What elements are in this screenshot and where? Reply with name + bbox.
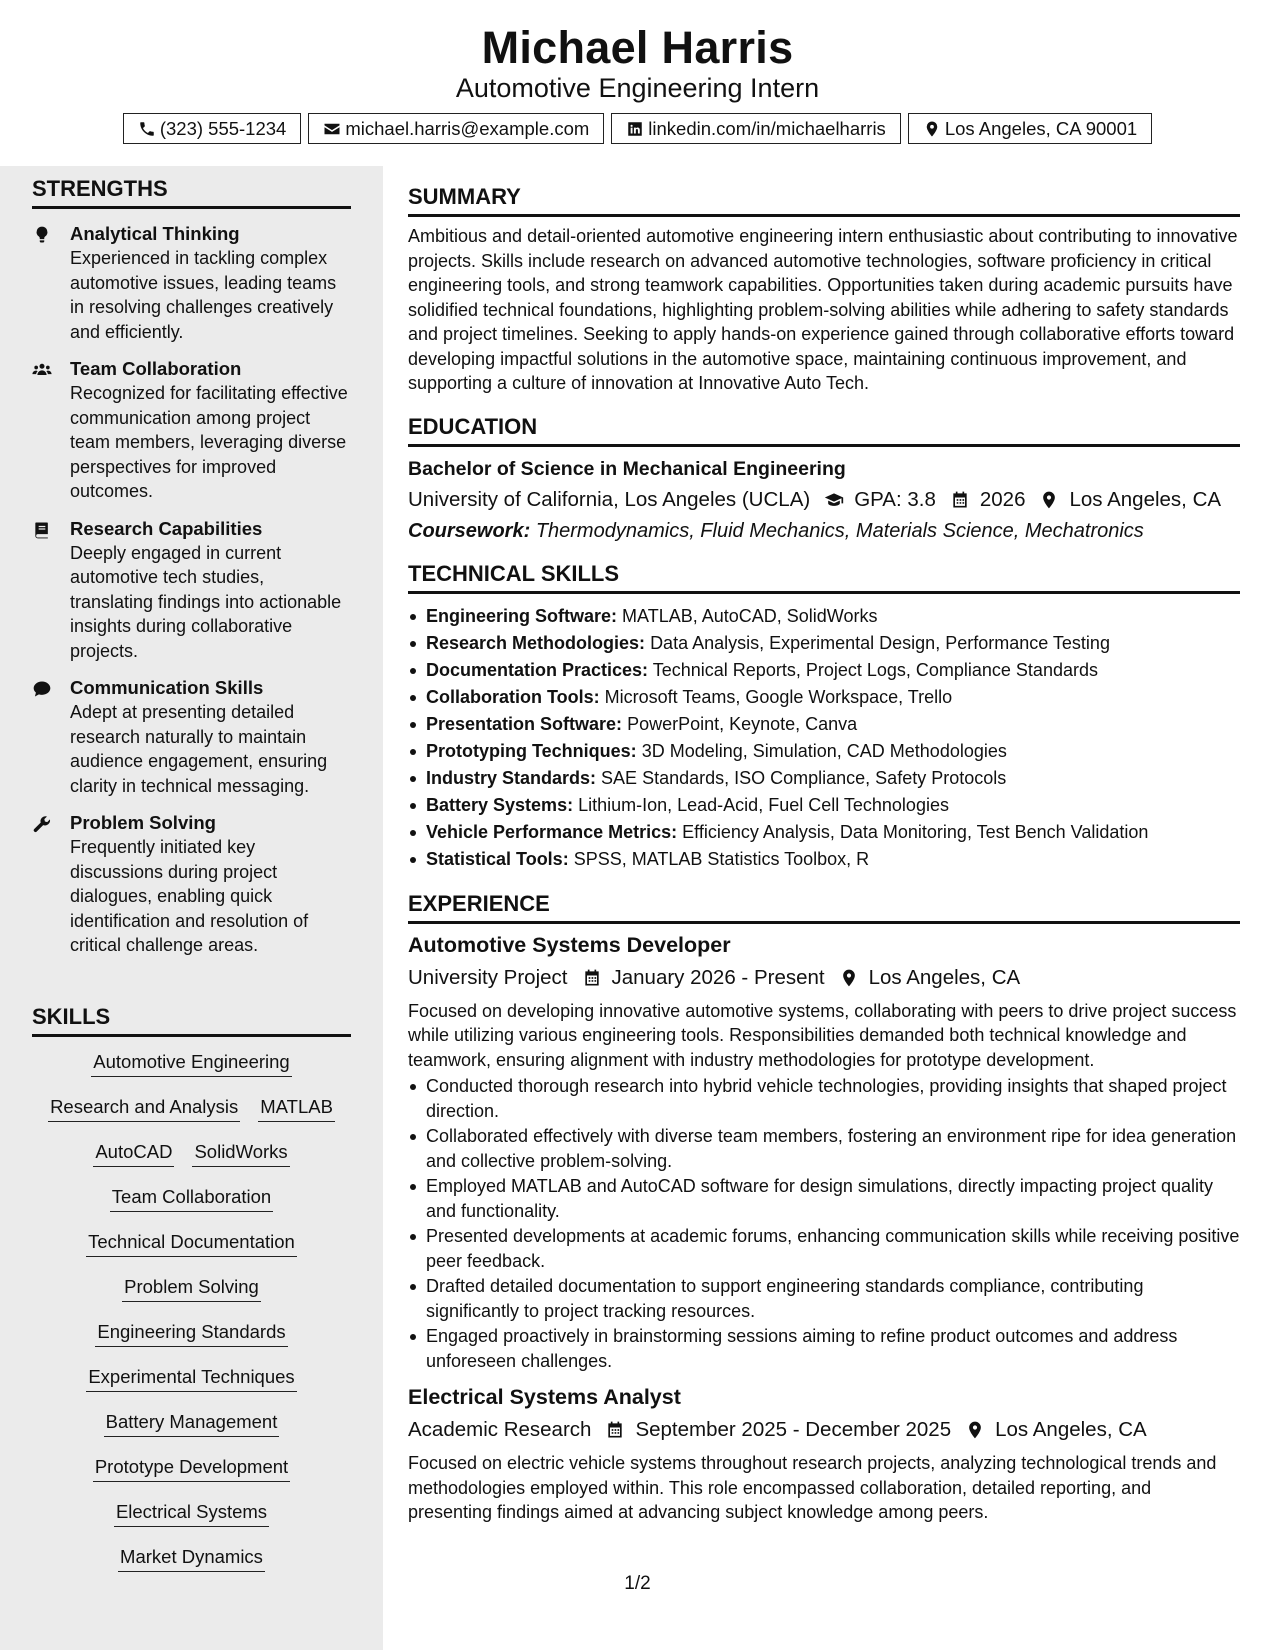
sidebar: [0, 166, 383, 1650]
strength-desc: Frequently initiated key discussions during project dialogues, enabling quick identification and resolution of critical challenge areas.: [70, 837, 309, 955]
skill-values: Technical Reports, Project Logs, Compliance Standards: [652, 659, 1098, 680]
skill-tag: Research and Analysis: [48, 1096, 240, 1122]
skill-category: Industry Standards:: [426, 767, 597, 788]
list-item: [408, 819, 1240, 846]
contact-bar: [0, 113, 1275, 144]
graduation-cap-icon: [824, 490, 844, 510]
job-org: University Project: [408, 965, 568, 989]
list-item: [408, 684, 1240, 711]
contact-linkedin[interactable]: [611, 113, 901, 144]
map-pin-icon: [965, 1420, 985, 1440]
skill-values: Microsoft Teams, Google Workspace, Trello: [604, 686, 953, 707]
job-dates: January 2026 - Present: [611, 965, 825, 989]
envelope-icon: [323, 120, 341, 138]
book-icon: [32, 520, 52, 540]
list-item: [408, 738, 1240, 765]
strength-desc: Deeply engaged in current automotive tech studies, translating findings into actionable insights during collaborative projects.: [70, 542, 342, 661]
skill-tag: SolidWorks: [192, 1141, 289, 1167]
job-title: Automotive Systems Developer: [408, 932, 731, 957]
contact-email[interactable]: [308, 113, 604, 144]
linkedin-icon: [626, 120, 644, 138]
skill-tag: Prototype Development: [93, 1456, 290, 1482]
skill-category: Prototyping Techniques:: [426, 740, 637, 761]
skill-values: 3D Modeling, Simulation, CAD Methodologies: [641, 740, 1007, 761]
list-item: [408, 711, 1240, 738]
coursework-text: Thermodynamics, Fluid Mechanics, Materials Science, Mechatronics: [535, 519, 1144, 542]
job-title: Electrical Systems Analyst: [408, 1385, 681, 1409]
contact-phone[interactable]: [123, 113, 302, 144]
calendar-icon: [605, 1420, 625, 1440]
job-org: Academic Research: [408, 1418, 592, 1441]
skill-values: SPSS, MATLAB Statistics Toolbox, R: [573, 848, 870, 869]
wrench-icon: [32, 814, 52, 834]
skill-category: Presentation Software:: [426, 713, 623, 734]
skill-tag: Market Dynamics: [118, 1546, 265, 1572]
degree-name: Bachelor of Science in Mechanical Engineering: [408, 457, 846, 480]
strengths-section: [32, 176, 351, 958]
strength-item: [32, 517, 351, 664]
skill-category: Documentation Practices:: [426, 659, 649, 680]
strength-title: Team Collaboration: [70, 358, 242, 379]
experience-heading: EXPERIENCE: [408, 891, 1240, 924]
job-entry: [408, 1385, 1240, 1525]
strength-item: [32, 357, 351, 504]
skill-values: MATLAB, AutoCAD, SolidWorks: [622, 605, 878, 626]
map-pin-icon: [1039, 490, 1059, 510]
strength-desc: Recognized for facilitating effective communication among project team members, leveraging diverse perspectives for improved outcomes.: [70, 383, 348, 501]
strength-item: [32, 222, 351, 344]
skill-category: Collaboration Tools:: [426, 686, 600, 707]
skill-category: Battery Systems:: [426, 794, 574, 815]
contact-location: [908, 113, 1152, 144]
strength-title: Problem Solving: [70, 812, 216, 833]
experience-section: [408, 891, 1240, 1525]
school-location: Los Angeles, CA: [1069, 487, 1222, 511]
users-icon: [32, 360, 52, 380]
skills-tags: [32, 1051, 351, 1591]
skill-tag: Engineering Standards: [95, 1321, 287, 1347]
skill-tag: Battery Management: [104, 1411, 280, 1437]
calendar-icon: [582, 968, 602, 988]
coursework-label: Coursework:: [408, 519, 531, 542]
skill-tag: Automotive Engineering: [91, 1051, 291, 1077]
resume-header: [0, 0, 1275, 166]
list-item: [408, 846, 1240, 873]
job-meta: [408, 966, 1240, 990]
job-location: Los Angeles, CA: [995, 1418, 1147, 1441]
list-item: [408, 630, 1240, 657]
job-meta: [408, 1418, 1240, 1442]
job-dates: September 2025 - December 2025: [635, 1418, 952, 1441]
strength-desc: Adept at presenting detailed research naturally to maintain audience engagement, ensuring clarity in technical messaging.: [70, 702, 328, 796]
skill-tag: Experimental Techniques: [86, 1366, 296, 1392]
technical-skills-section: [408, 561, 1240, 873]
skills-section: [32, 1004, 351, 1591]
summary-text: Ambitious and detail-oriented automotive engineering intern enthusiastic about contributing to innovative projects. Skills include research on advanced automotive technologies, software proficiency in critical engineering tools, and strong teamwork capabilities. Opportunities taken during academic pursuits have solidified technical foundations, highlighting problem-solving abilities while adhering to safety standards and project timelines. Seeking to apply hands-on experience gained through collaborative efforts toward developing impactful solutions in the automotive space, maintaining continuous improvement, and supporting a culture of innovation at Innovative Auto Tech.: [408, 226, 1238, 393]
linkedin-text: linkedin.com/in/michaelharris: [648, 117, 886, 139]
phone-text: (323) 555-1234: [159, 117, 287, 139]
summary-heading: SUMMARY: [408, 184, 1240, 217]
strength-title: Research Capabilities: [70, 517, 263, 539]
strength-item: [32, 811, 351, 958]
education-meta: [408, 488, 1240, 512]
job-bullets: [408, 1074, 1240, 1373]
strength-item: [32, 676, 351, 798]
skill-category: Engineering Software:: [426, 605, 618, 626]
skill-values: Lithium-Ion, Lead-Acid, Fuel Cell Technologies: [578, 794, 949, 815]
skill-values: Data Analysis, Experimental Design, Performance Testing: [650, 632, 1110, 653]
page-number: 1/2: [624, 1573, 651, 1594]
strength-title: Communication Skills: [70, 677, 264, 698]
list-item: Collaborated effectively with diverse team members, fostering an environment ripe for idea generation and collective problem-solving.: [408, 1124, 1240, 1173]
skill-tag: MATLAB: [258, 1096, 335, 1122]
skill-category: Vehicle Performance Metrics:: [426, 821, 678, 842]
school-name: University of California, Los Angeles (UCLA): [408, 487, 811, 511]
lightbulb-icon: [32, 225, 52, 245]
map-pin-icon: [923, 120, 941, 138]
technical-skills-heading: TECHNICAL SKILLS: [408, 561, 1240, 594]
skill-tag: Technical Documentation: [86, 1231, 297, 1257]
phone-icon: [138, 120, 156, 138]
job-description: Focused on electric vehicle systems throughout research projects, analyzing technological trends and methodologies employed within. This role encompassed collaboration, detailed reporting, and presenting findings aimed at advancing subject knowledge among peers.: [408, 1453, 1217, 1522]
skill-tag: Team Collaboration: [110, 1186, 273, 1212]
location-text: Los Angeles, CA 90001: [944, 117, 1138, 139]
list-item: [408, 657, 1240, 684]
skill-category: Statistical Tools:: [426, 848, 569, 869]
skill-tag: AutoCAD: [93, 1141, 174, 1167]
technical-skills-list: [408, 603, 1240, 873]
skills-heading: SKILLS: [32, 1004, 351, 1037]
email-text: michael.harris@example.com: [345, 117, 590, 139]
education-section: [408, 414, 1240, 543]
coursework-line: [408, 520, 1240, 543]
skill-values: SAE Standards, ISO Compliance, Safety Protocols: [601, 767, 1007, 788]
strength-desc: Experienced in tackling complex automotive issues, leading teams in resolving challenges creatively and efficiently.: [70, 248, 337, 342]
calendar-icon: [950, 490, 970, 510]
list-item: Presented developments at academic forums, enhancing communication skills while receiving positive peer feedback.: [408, 1224, 1240, 1273]
list-item: [408, 765, 1240, 792]
speech-bubble-icon: [32, 679, 52, 699]
main-content: [408, 166, 1240, 1525]
strengths-heading: STRENGTHS: [32, 176, 351, 209]
candidate-title: Automotive Engineering Intern: [455, 73, 820, 103]
skill-tag: Electrical Systems: [114, 1501, 269, 1527]
list-item: [408, 603, 1240, 630]
list-item: Employed MATLAB and AutoCAD software for design simulations, directly impacting project quality and functionality.: [408, 1174, 1240, 1223]
gpa-text: GPA: 3.8: [854, 487, 936, 511]
list-item: Drafted detailed documentation to support engineering standards compliance, contributing significantly to project tracking resources.: [408, 1274, 1240, 1323]
skill-values: PowerPoint, Keynote, Canva: [627, 713, 858, 734]
job-location: Los Angeles, CA: [868, 965, 1021, 989]
job-description: Focused on developing innovative automotive systems, collaborating with peers to drive project success while utilizing various engineering tools. Responsibilities demanded both technical knowledge and teamwork, ensuring alignment with industry methodologies for prototype development.: [408, 1000, 1237, 1070]
education-heading: EDUCATION: [408, 414, 1240, 447]
skill-values: Efficiency Analysis, Data Monitoring, Test Bench Validation: [682, 821, 1149, 842]
strength-title: Analytical Thinking: [70, 223, 240, 244]
list-item: Engaged proactively in brainstorming sessions aiming to refine product outcomes and address unforeseen challenges.: [408, 1324, 1240, 1373]
list-item: Conducted thorough research into hybrid vehicle technologies, providing insights that shaped project direction.: [408, 1074, 1240, 1123]
summary-section: [408, 184, 1240, 396]
skill-tag: Problem Solving: [122, 1276, 261, 1302]
skill-category: Research Methodologies:: [426, 632, 646, 653]
grad-year: 2026: [979, 487, 1026, 511]
job-entry: [408, 933, 1240, 1374]
map-pin-icon: [839, 968, 859, 988]
list-item: [408, 792, 1240, 819]
candidate-name: Michael Harris: [481, 22, 794, 73]
